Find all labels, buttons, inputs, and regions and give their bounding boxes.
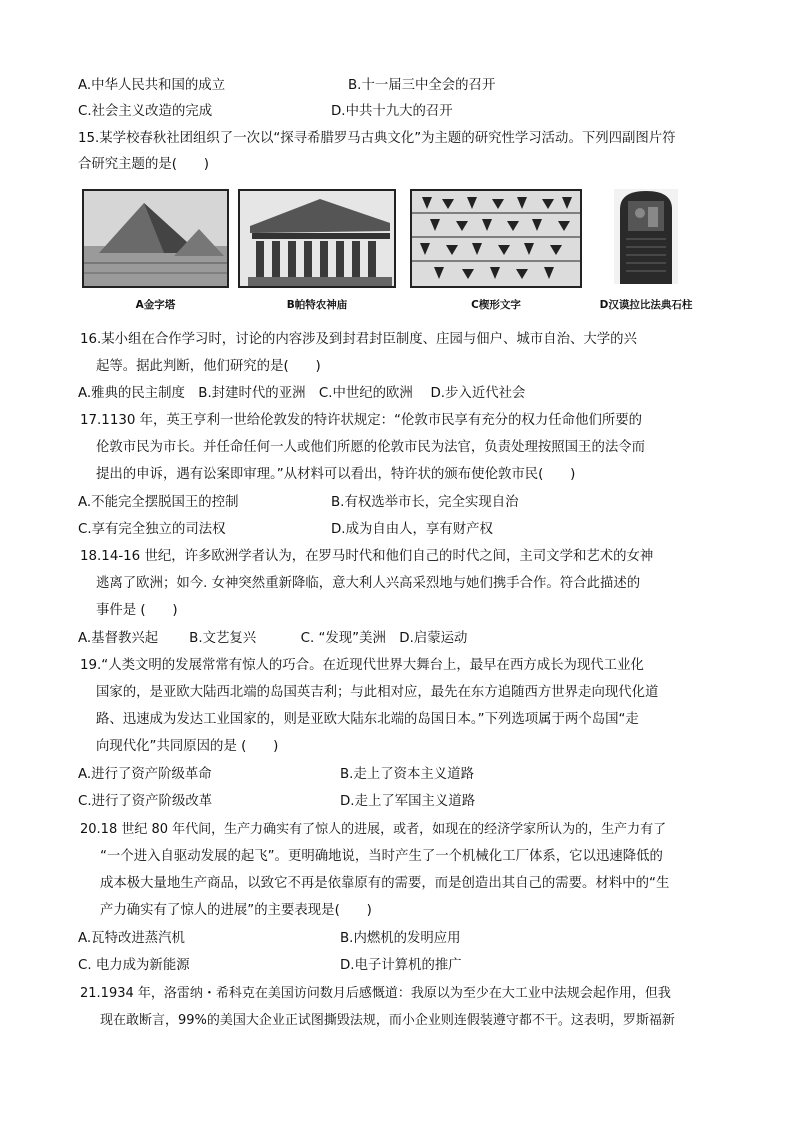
q15-stem-line-2: 合研究主题的是( ) (78, 157, 209, 172)
q20-stem-line-3: 成本极大量地生产商品，以致它不再是依靠原有的需要，而是创造出其自己的需要。材料中的“生 (100, 876, 670, 891)
q18-stem-line-1: 18.14-16 世纪，许多欧洲学者认为，在罗马时代和他们自己的时代之间，主司文学和艺术的女神 (80, 549, 654, 564)
q19-stem-line-3: 路、迅速成为发达工业国家的，则是亚欧大陆东北端的岛国日本。”下列选项属于两个岛国“走 (96, 712, 639, 727)
pyramid-image (82, 189, 229, 288)
caption-hammurabi-stele: D汉谟拉比法典石柱 (599, 299, 693, 311)
q19-stem-line-1: 19.“人类文明的发展常常有惊人的巧合。在近现代世界大舞台上，最早在西方成长为现代工业化 (80, 658, 644, 673)
q19-stem-line-4: 向现代化”共同原因的是 ( ) (96, 739, 279, 754)
q19-option-d: D.走上了军国主义道路 (340, 794, 476, 809)
q17-stem-line-1: 17.1130 年，英王亨利一世给伦敦发的特许状规定：“伦敦市民享有充分的权力任命他们所要的 (80, 413, 643, 428)
q18-stem-line-3: 事件是 ( ) (96, 603, 178, 618)
q14-option-d: D.中共十九大的召开 (331, 104, 453, 119)
caption-cuneiform: C楔形文字 (471, 299, 521, 311)
q20-stem-line-4: 产力确实有了惊人的进展”的主要表现是( ) (100, 903, 372, 918)
q19-stem-line-2: 国家的，是亚欧大陆西北端的岛国英吉利；与此相对应，最先在东方追随西方世界走向现代化道 (96, 685, 659, 700)
q17-option-b: B.有权选举市长，完全实现自治 (331, 495, 519, 510)
q14-option-a: A.中华人民共和国的成立 (78, 78, 226, 93)
q17-option-a: A.不能完全摆脱国王的控制 (78, 495, 239, 510)
hammurabi-stele-image (614, 189, 678, 284)
q20-option-b: B.内燃机的发明应用 (340, 931, 461, 946)
q19-option-c: C.进行了资产阶级改革 (78, 794, 213, 809)
caption-parthenon: B帕特农神庙 (286, 299, 348, 311)
q17-stem-line-3: 提出的申诉，遇有讼案即审理。”从材料可以看出，特许状的颁布使伦敦市民( ) (96, 467, 576, 482)
q16-stem-line-1: 16.某小组在合作学习时，讨论的内容涉及到封君封臣制度、庄园与佃户、城市自治、大学的兴 (80, 332, 637, 347)
q20-stem-line-2: “一个进入自驱动发展的起飞”。更明确地说，当时产生了一个机械化工厂体系，它以迅速降低的 (100, 849, 663, 864)
q19-option-a: A.进行了资产阶级革命 (78, 767, 212, 782)
q20-option-d: D.电子计算机的推广 (340, 958, 462, 973)
q16-stem-line-2: 起等。据此判断，他们研究的是( ) (96, 359, 321, 374)
cuneiform-image (410, 189, 582, 288)
q14-option-b: B.十一届三中全会的召开 (348, 78, 496, 93)
q17-option-d: D.成为自由人，享有财产权 (331, 522, 493, 537)
q18-options: A.基督教兴起 B.文艺复兴 C. “发现”美洲 D.启蒙运动 (78, 631, 468, 646)
q14-option-c: C.社会主义改造的完成 (78, 104, 213, 119)
q18-stem-line-2: 逃离了欧洲；如今. 女神突然重新降临，意大利人兴高采烈地与她们携手合作。符合此描述的 (96, 576, 641, 591)
q21-stem-line-2: 现在敢断言，99%的美国大企业正试图撕毁法规，而小企业则连假装遵守都不干。这表明，罗斯福新 (100, 1013, 675, 1028)
q20-option-c: C. 电力成为新能源 (78, 958, 190, 973)
caption-pyramid: A金字塔 (135, 299, 176, 311)
q20-stem-line-1: 20.18 世纪 80 年代间，生产力确实有了惊人的进展，或者，如现在的经济学家所认为的，生产力有了 (80, 822, 667, 837)
q20-option-a: A.瓦特改进蒸汽机 (78, 931, 185, 946)
parthenon-image (238, 189, 396, 288)
q19-option-b: B.走上了资本主义道路 (340, 767, 474, 782)
q17-stem-line-2: 伦敦市民为市长。并任命任何一人或他们所愿的伦敦市民为法官，负责处理按照国王的法令而 (96, 440, 646, 455)
q16-options: A.雅典的民主制度 B.封建时代的亚洲 C.中世纪的欧洲 D.步入近代社会 (78, 386, 526, 401)
q17-option-c: C.享有完全独立的司法权 (78, 522, 226, 537)
q21-stem-line-1: 21.1934 年，洛雷纳・希科克在美国访问数月后感慨道：我原以为至少在大工业中法规会起作用，但我 (80, 986, 671, 1001)
q15-stem-line-1: 15.某学校春秋社团组织了一次以“探寻希腊罗马古典文化”为主题的研究性学习活动。下列四副图片符 (78, 131, 676, 146)
